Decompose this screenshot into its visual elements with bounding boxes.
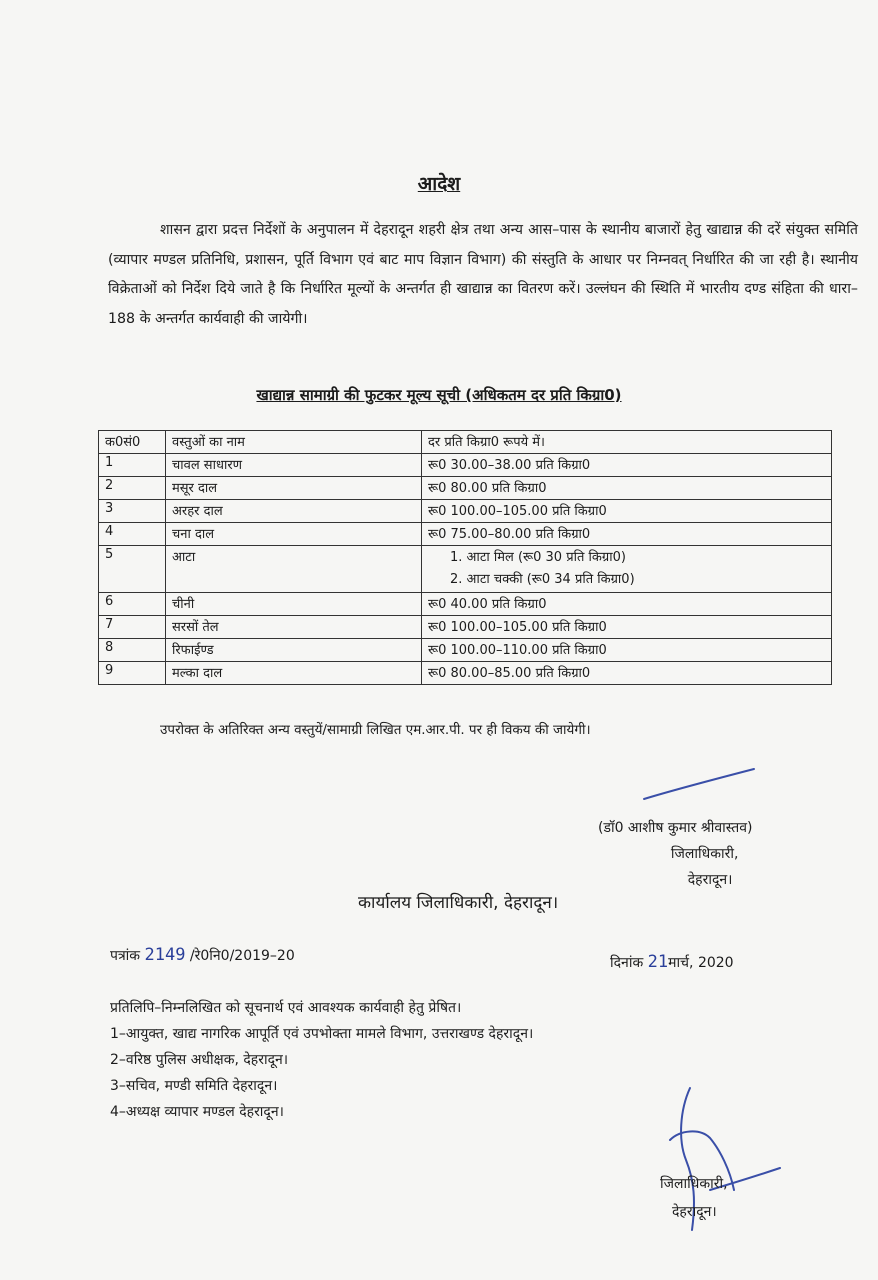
copy-list [110, 995, 533, 1125]
signatory-name: (डॉ0 आशीष कुमार श्रीवास्तव) [598, 820, 753, 836]
table-row [99, 500, 832, 523]
final-signature-block [660, 1170, 728, 1226]
table-row [99, 477, 832, 500]
price-table-title: खाद्यान्न सामाग्री की फुटकर मूल्य सूची (अधिकतम दर प्रति किग्रा0) [256, 386, 622, 404]
table-row [99, 639, 832, 662]
table-row [99, 454, 832, 477]
row-rate: रू0 75.00–80.00 प्रति किग्रा0 [422, 523, 832, 546]
row-item: चना दाल [166, 523, 422, 546]
row-rate: रू0 100.00–105.00 प्रति किग्रा0 [422, 500, 832, 523]
row-item: रिफाईण्ड [166, 639, 422, 662]
row-rate: रू0 100.00–105.00 प्रति किग्रा0 [422, 616, 832, 639]
final-designation: जिलाधिकारी, [660, 1176, 728, 1192]
row-serial: 3 [99, 500, 166, 523]
row-item: सरसों तेल [166, 616, 422, 639]
order-body-paragraph: शासन द्वारा प्रदत्त निर्देशों के अनुपालन में देहरादून शहरी क्षेत्र तथा अन्य आस–पास के स्थानीय बाजारों हेतु खाद्यान्न की दरें संयुक्त समिति (व्यापार मण्डल प्रतिनिधि, प्रशासन, पूर्ति विभाग एवं बाट माप विज्ञान विभाग) की संस्तुति के आधार पर निम्नवत् निर्धारित की जा रही है। स्थानीय विक्रेताओं को निर्देश दिये जाते है कि निर्धारित मूल्यों के अन्तर्गत ही खाद्यान्न का वितरण करें। उल्लंघन की स्थिति में भारतीय दण्ड संहिता की धारा–188 के अन्तर्गत कार्यवाही की जायेगी। [108, 222, 858, 327]
row-item: अरहर दाल [166, 500, 422, 523]
signature-stroke-icon [640, 765, 760, 805]
row-rate: रू0 30.00–38.00 प्रति किग्रा0 [422, 454, 832, 477]
list-item: 2–वरिष्ठ पुलिस अधीक्षक, देहरादून। [110, 1052, 289, 1068]
table-row [99, 523, 832, 546]
copy-intro: प्रतिलिपि–निम्नलिखित को सूचनार्थ एवं आवश्यक कार्यवाही हेतु प्रेषित। [110, 1000, 462, 1016]
row-serial: 6 [99, 593, 166, 616]
list-item: 1–आयुक्त, खाद्य नागरिक आपूर्ति एवं उपभोक्ता मामले विभाग, उत्तराखण्ड देहरादून। [110, 1026, 534, 1042]
row-item: मसूर दाल [166, 477, 422, 500]
office-line: कार्यालय जिलाधिकारी, देहरादून। [358, 893, 559, 913]
row-rate: रू0 80.00–85.00 प्रति किग्रा0 [422, 662, 832, 685]
date-prefix: दिनांक [610, 955, 644, 971]
list-item: 3–सचिव, मण्डी समिति देहरादून। [110, 1078, 278, 1094]
mrp-note: उपरोक्त के अतिरिक्त अन्य वस्तुयें/सामाग्री लिखित एम.आर.पी. पर ही विकय की जायेगी। [160, 722, 591, 738]
final-place: देहरादून। [672, 1204, 717, 1220]
order-title: आदेश [417, 173, 461, 195]
reference-prefix: पत्रांक [110, 948, 141, 964]
date-suffix: मार्च, 2020 [668, 955, 734, 971]
row-serial: 1 [99, 454, 166, 477]
table-header-row [99, 431, 832, 454]
rate-subitem: 2. आटा चक्की (रू0 34 प्रति किग्रा0) [450, 572, 635, 587]
table-row [99, 546, 832, 593]
order-date [610, 952, 734, 972]
signatory-block [598, 815, 752, 893]
row-item: आटा [166, 546, 422, 593]
table-row [99, 593, 832, 616]
price-table [98, 430, 832, 685]
row-serial: 5 [99, 546, 166, 593]
row-rate: रू0 40.00 प्रति किग्रा0 [422, 593, 832, 616]
table-row [99, 616, 832, 639]
row-rate: रू0 80.00 प्रति किग्रा0 [422, 477, 832, 500]
date-handwritten-day: 21 [647, 952, 669, 972]
table-row [99, 662, 832, 685]
row-serial: 4 [99, 523, 166, 546]
signatory-designation: जिलाधिकारी, [670, 846, 739, 862]
row-item: मल्का दाल [166, 662, 422, 685]
row-serial: 2 [99, 477, 166, 500]
reference-handwritten-number: 2149 [144, 945, 186, 965]
header-item: वस्तुओं का नाम [166, 431, 422, 454]
reference-number [110, 945, 295, 965]
row-item: चीनी [166, 593, 422, 616]
row-rate-multi [422, 546, 832, 593]
row-serial: 9 [99, 662, 166, 685]
reference-suffix: /रे0नि0/2019–20 [189, 948, 295, 964]
header-rate: दर प्रति किग्रा0 रूपये में। [422, 431, 832, 454]
row-serial: 7 [99, 616, 166, 639]
header-serial: क0सं0 [99, 431, 166, 454]
list-item: 4–अध्यक्ष व्यापार मण्डल देहरादून। [110, 1104, 284, 1120]
row-rate: रू0 100.00–110.00 प्रति किग्रा0 [422, 639, 832, 662]
rate-subitem: 1. आटा मिल (रू0 30 प्रति किग्रा0) [450, 550, 626, 565]
row-serial: 8 [99, 639, 166, 662]
row-item: चावल साधारण [166, 454, 422, 477]
signatory-place: देहरादून। [687, 872, 733, 888]
